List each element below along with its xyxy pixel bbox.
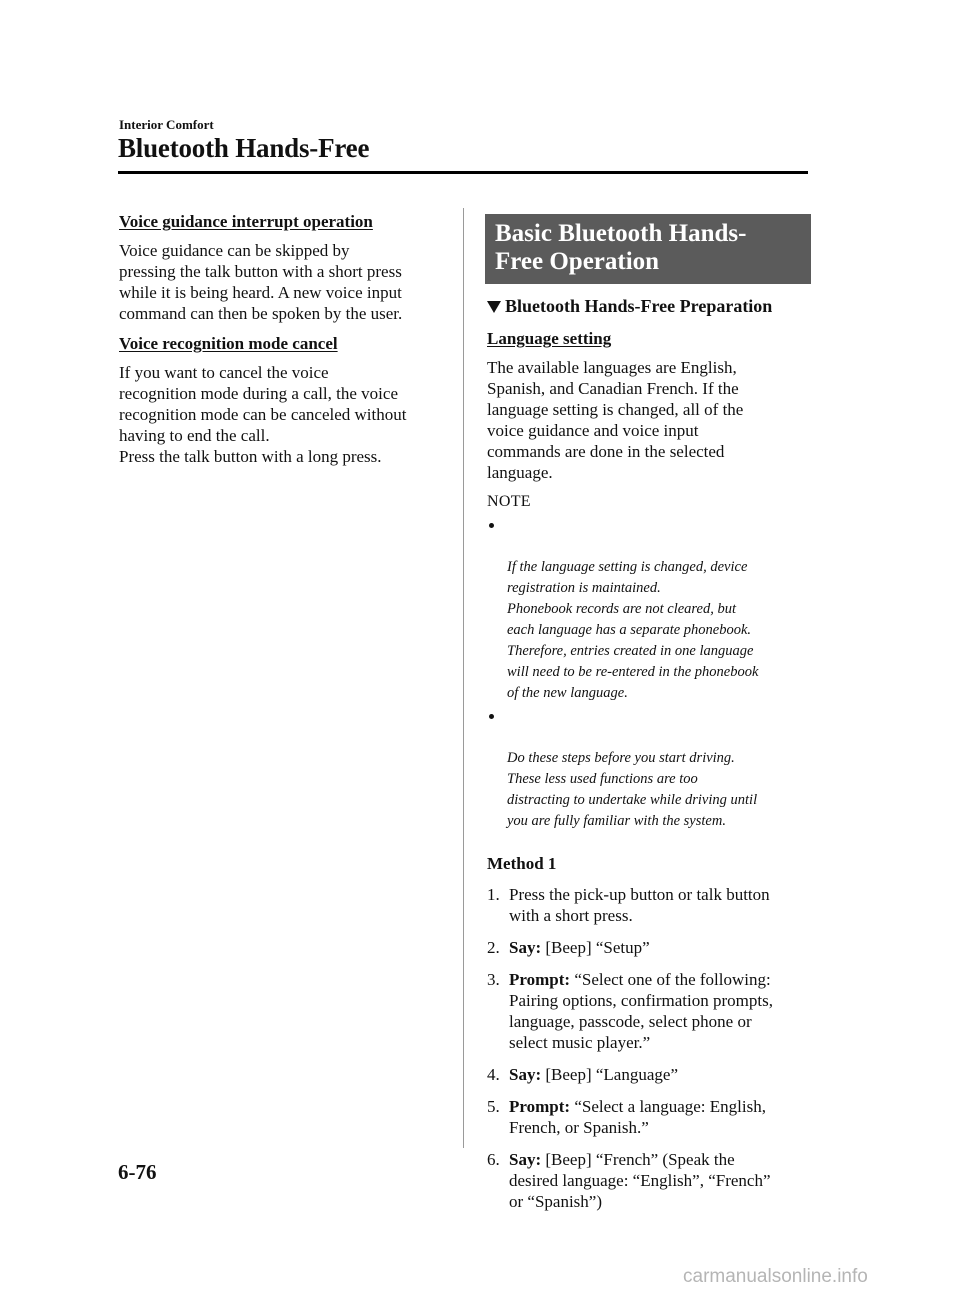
section-banner: Basic Bluetooth Hands- Free Operation [485,214,811,284]
note-list [487,515,809,832]
step-list [487,884,809,1212]
step-text: [Beep] “French” (Speak the desired language: “English”, “French” or “Spanish”) [509,1150,771,1211]
triangle-down-icon [487,301,501,313]
method-title: Method 1 [487,854,557,873]
block-voice-recognition-cancel [119,334,441,467]
step-text: [Beep] “Setup” [541,938,650,957]
bullet-icon [489,714,494,719]
note-item [487,515,809,704]
step-number: 2. [487,938,500,957]
block-voice-guidance-interrupt [119,212,441,324]
language-setting-heading: Language setting [487,329,612,348]
step-keyword: Say: [509,938,542,957]
block-text: If you want to cancel the voice recognition mode during a call, the voice recognition mode can be canceled without having to end the call. Press the talk button with a long press. [119,363,407,466]
step-text: Press the pick-up button or talk button with a short press. [509,885,770,925]
subsection-heading [487,296,809,317]
left-column [119,212,441,477]
step-item [487,1096,809,1138]
step-item [487,1149,809,1212]
step-item [487,1064,809,1085]
step-item [487,884,809,926]
step-keyword: Prompt: [509,970,571,989]
note-item [487,706,809,832]
bullet-icon [489,523,494,528]
step-number: 6. [487,1150,500,1169]
step-item [487,937,809,958]
page-title: Bluetooth Hands-Free [118,133,370,163]
step-number: 3. [487,970,500,989]
column-divider [463,208,464,1148]
step-text: “Select one of the following: Pairing options, confirmation prompts, language, passcode, select phone or select music player.” [509,970,773,1052]
step-keyword: Say: [509,1065,542,1084]
page-number: 6-76 [118,1160,157,1184]
section-label: Interior Comfort [119,117,214,132]
title-rule [118,171,808,174]
right-column [487,214,809,1223]
subsection-title: Bluetooth Hands-Free Preparation [505,296,773,316]
step-number: 4. [487,1065,500,1084]
step-item [487,969,809,1053]
step-number: 5. [487,1097,500,1116]
step-keyword: Prompt: [509,1097,571,1116]
block-heading: Voice recognition mode cancel [119,334,338,353]
block-text: Voice guidance can be skipped by pressing the talk button with a short press while it is being heard. A new voice input command can then be spoken by the user. [119,241,403,323]
step-number: 1. [487,885,500,904]
note-text: Do these steps before you start driving. These less used functions are too distracting to undertake while driving until you are fully familiar with the system. [507,750,758,829]
note-text: If the language setting is changed, device registration is maintained. Phonebook records are not cleared, but each language has a separate phonebook. Therefore, entries created in one language will need to be re-entered in the phonebook of the new language. [507,559,759,701]
note-label: NOTE [487,493,531,510]
step-text: [Beep] “Language” [541,1065,678,1084]
language-setting-intro: The available languages are English, Spanish, and Canadian French. If the language setting is changed, all of the voice guidance and voice input commands are done in the selected language. [487,358,744,482]
block-heading: Voice guidance interrupt operation [119,212,373,231]
step-keyword: Say: [509,1150,542,1169]
watermark: carmanualsonline.info [683,1266,868,1287]
step-text: “Select a language: English, French, or Spanish.” [509,1097,766,1137]
